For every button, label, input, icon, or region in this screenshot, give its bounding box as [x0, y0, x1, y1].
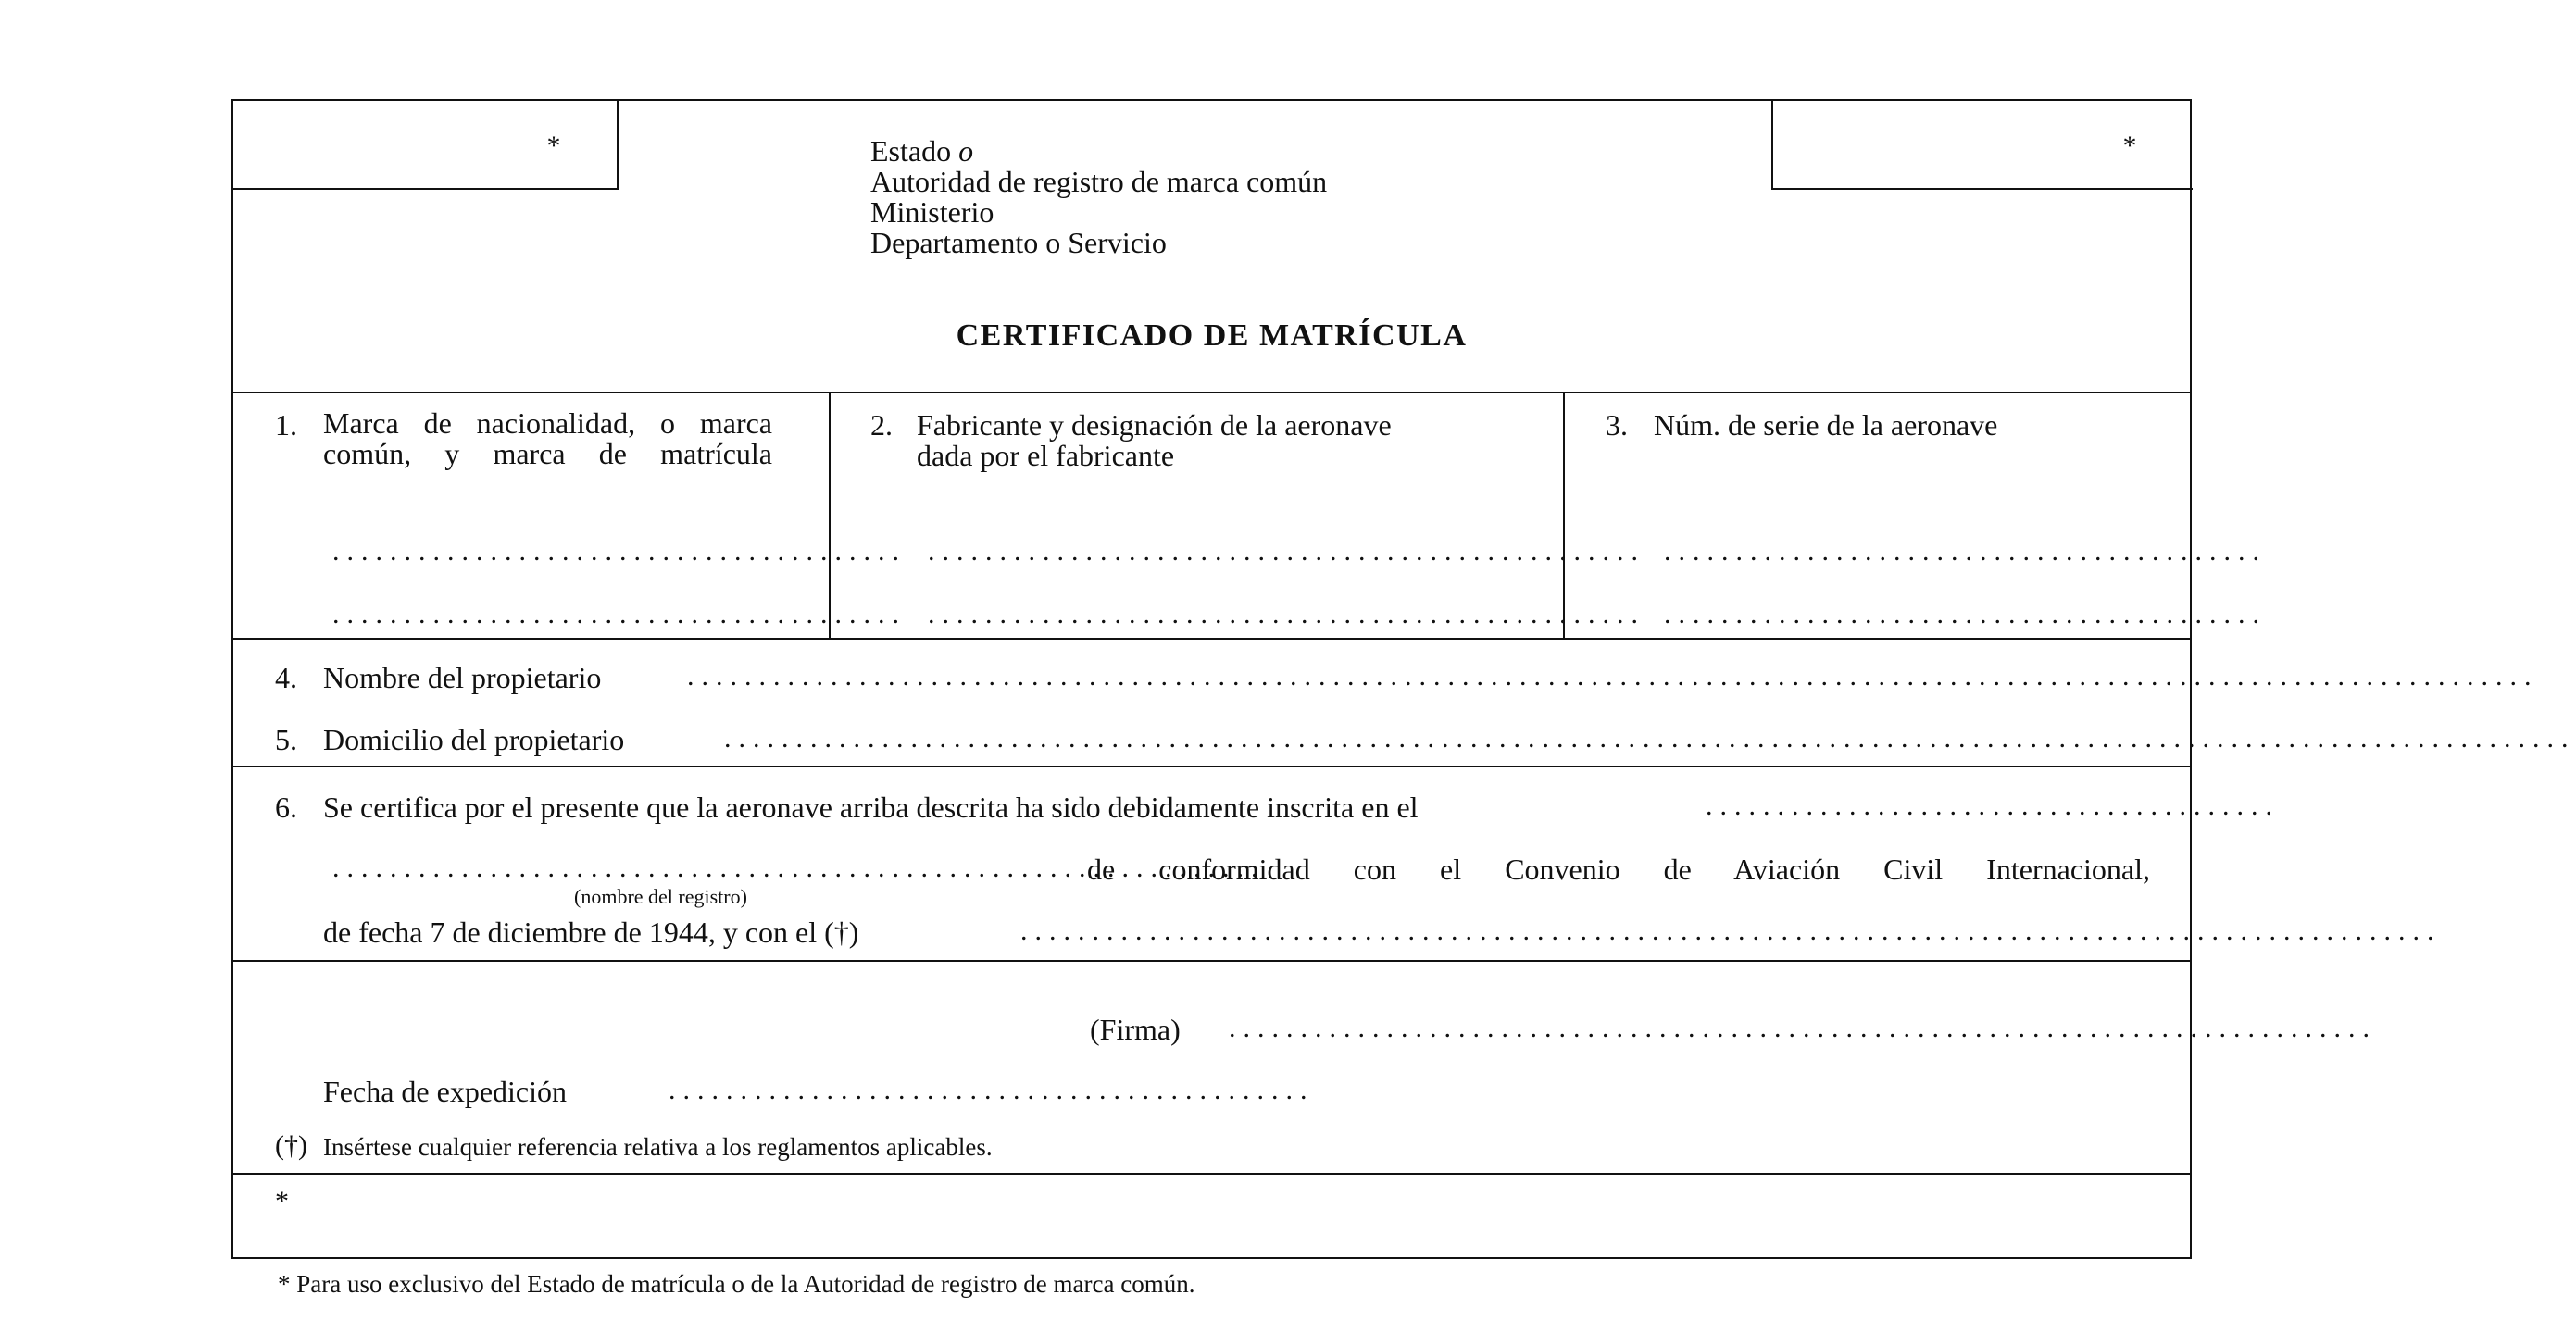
field-3-number: 3.	[1606, 408, 1628, 442]
field-4-label: Nombre del propietario	[323, 661, 602, 694]
field-6-line-3: de fecha 7 de diciembre de 1944, y con el (†)	[323, 916, 859, 949]
registration-certificate-form	[231, 99, 2576, 1259]
divider-row-1	[233, 638, 2190, 640]
authority-common-mark: Autoridad de registro de marca común	[870, 165, 1328, 198]
dagger-note-mark: (†)	[275, 1130, 307, 1161]
field-1-label: Marca de nacionalidad, o marca común, y marca de matrícula	[323, 406, 772, 470]
field-6-line-2: de conformidad con el Convenio de Aviación Civil Internacional,	[1087, 853, 2150, 886]
issue-date-input[interactable]: .............................................	[669, 1075, 1315, 1105]
field-2-input-line-1[interactable]: ..................................................	[928, 536, 1645, 567]
footnote-mark: *	[278, 1270, 291, 1298]
footnote-text: Para uso exclusivo del Estado de matrícula o de la Autoridad de registro de marca común.	[296, 1270, 1195, 1298]
divider-row-4	[233, 1173, 2190, 1175]
field-1-input-line-1[interactable]: ........................................	[332, 536, 907, 567]
field-5-label: Domicilio del propietario	[323, 723, 625, 756]
issuing-authority	[870, 136, 1327, 258]
field-2-number: 2.	[870, 408, 893, 442]
corner-box-left	[231, 99, 619, 190]
authority-or: o	[958, 134, 974, 168]
divider-row-3	[233, 960, 2190, 962]
field-1-input-line-2[interactable]: ........................................	[332, 599, 907, 629]
owner-name-input[interactable]: .................................................................................................................................	[687, 661, 2539, 691]
field-6-number: 6.	[275, 791, 297, 824]
field-6-line-1: Se certifica por el presente que la aeronave arriba descrita ha sido debidamente inscrita en el	[323, 791, 1419, 824]
regulations-input[interactable]: ...................................................................................................	[1020, 916, 2442, 946]
signature-label: (Firma)	[1090, 1013, 1181, 1046]
field-3-input-line-1[interactable]: ..........................................	[1664, 536, 2267, 567]
field-3-label: Núm. de serie de la aeronave	[1654, 408, 1998, 442]
field-1-number: 1.	[275, 408, 297, 442]
issue-date-label: Fecha de expedición	[323, 1075, 567, 1108]
corner-mark-right: *	[2122, 130, 2137, 161]
field-2-label-line-1: Fabricante y designación de la aeronave	[917, 408, 1392, 442]
dagger-note: Insértese cualquier referencia relativa a los reglamentos aplicables.	[323, 1133, 993, 1161]
registry-input-part-1[interactable]: ........................................	[1706, 791, 2280, 821]
divider-header	[233, 392, 2190, 393]
corner-mark-left: *	[546, 130, 561, 161]
owner-address-input[interactable]: .................................................................................................................................	[724, 723, 2576, 754]
authority-ministry: Ministerio	[870, 195, 994, 229]
registry-name-input[interactable]: .................................................................	[332, 853, 1266, 883]
field-4-number: 4.	[275, 661, 297, 694]
divider-row-2	[233, 766, 2190, 767]
page-title: CERTIFICADO DE MATRÍCULA	[956, 318, 1468, 353]
bottom-reserved-mark: *	[275, 1186, 289, 1216]
footnote	[278, 1270, 1194, 1299]
authority-department: Departamento o Servicio	[870, 226, 1167, 259]
corner-box-right	[1771, 99, 2193, 190]
field-3-input-line-2[interactable]: ..........................................	[1664, 599, 2267, 629]
field-2-label-line-2: dada por el fabricante	[917, 439, 1175, 472]
registry-caption: (nombre del registro)	[574, 885, 747, 908]
field-5-number: 5.	[275, 723, 297, 756]
authority-state: Estado	[870, 134, 952, 168]
signature-input[interactable]: ................................................................................	[1229, 1013, 2377, 1043]
field-2-input-line-2[interactable]: ..................................................	[928, 599, 1645, 629]
